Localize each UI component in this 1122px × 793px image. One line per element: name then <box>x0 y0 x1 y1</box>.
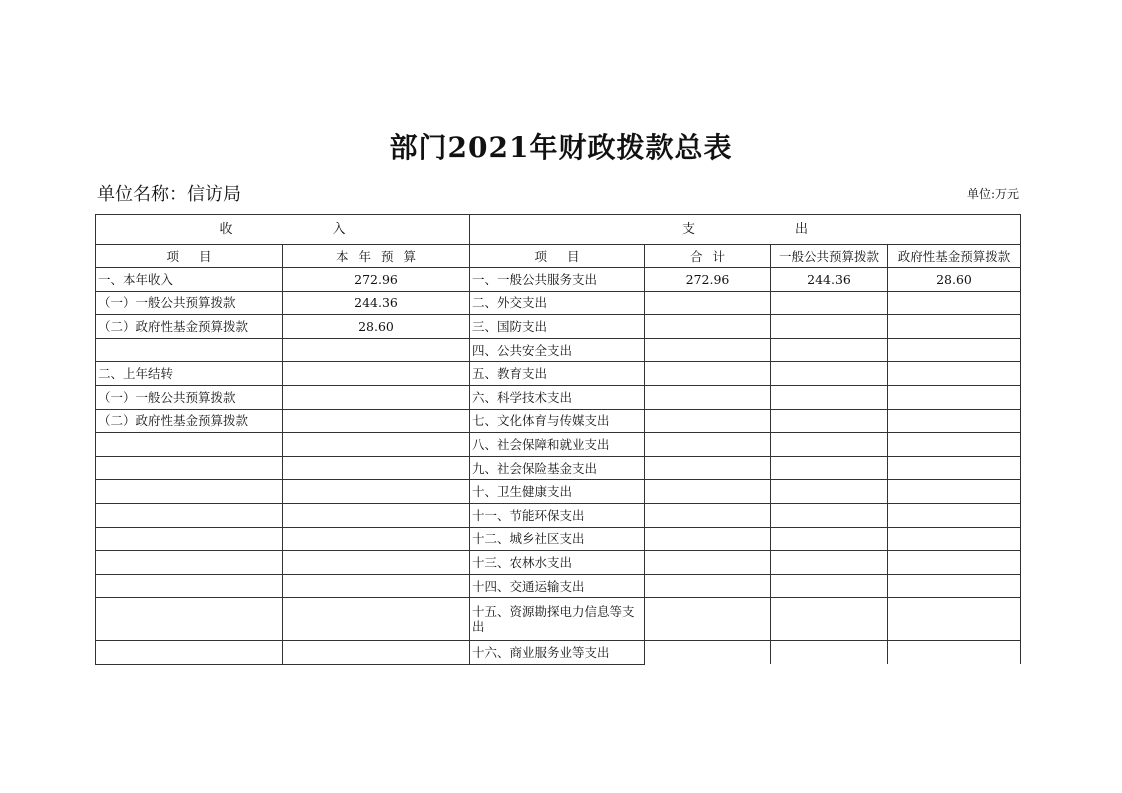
expense-fund-cell <box>888 433 1021 457</box>
expense-general-cell: 244.36 <box>771 268 888 292</box>
income-item-cell <box>96 456 283 480</box>
expense-fund-cell <box>888 641 1021 665</box>
expense-total-cell <box>645 385 771 409</box>
expense-item-cell: 十一、节能环保支出 <box>470 503 645 527</box>
income-amount-cell <box>283 551 470 575</box>
income-item-cell: （二）政府性基金预算拨款 <box>96 409 283 433</box>
income-amount-cell <box>283 598 470 641</box>
expense-item-cell: 十六、商业服务业等支出 <box>470 641 645 665</box>
expense-item-cell: 七、文化体育与传媒支出 <box>470 409 645 433</box>
income-amount-cell <box>283 385 470 409</box>
income-item-cell <box>96 598 283 641</box>
expense-fund-cell <box>888 527 1021 551</box>
header-row-sub <box>96 245 1021 268</box>
expense-total-cell <box>645 480 771 504</box>
table-row <box>96 551 1021 575</box>
expense-fund-cell <box>888 291 1021 315</box>
expense-fund-cell <box>888 315 1021 339</box>
current-budget-header: 本年预算 <box>283 245 470 268</box>
income-amount-cell <box>283 480 470 504</box>
expense-fund-cell <box>888 551 1021 575</box>
income-amount-cell <box>283 503 470 527</box>
expense-fund-cell <box>888 480 1021 504</box>
expense-item-cell: 十二、城乡社区支出 <box>470 527 645 551</box>
expense-total-cell <box>645 527 771 551</box>
table-row <box>96 315 1021 339</box>
expense-total-cell: 272.96 <box>645 268 771 292</box>
expense-item-cell: 一、一般公共服务支出 <box>470 268 645 292</box>
expense-item-cell: 十、卫生健康支出 <box>470 480 645 504</box>
expense-total-cell <box>645 456 771 480</box>
expense-item-cell: 二、外交支出 <box>470 291 645 315</box>
expense-total-cell <box>645 574 771 598</box>
income-amount-cell <box>283 433 470 457</box>
expense-fund-cell <box>888 503 1021 527</box>
expense-item-cell: 九、社会保险基金支出 <box>470 456 645 480</box>
page-title: 部门2021年财政拨款总表 <box>389 131 733 164</box>
expense-total-cell <box>645 551 771 575</box>
income-item-cell <box>96 527 283 551</box>
expense-total-cell <box>645 338 771 362</box>
header-row-main <box>96 215 1021 245</box>
table-row <box>96 503 1021 527</box>
income-amount-cell <box>283 456 470 480</box>
expense-item-header: 项目 <box>470 245 645 268</box>
expense-general-cell <box>771 338 888 362</box>
expense-item-cell: 三、国防支出 <box>470 315 645 339</box>
income-item-cell <box>96 338 283 362</box>
income-header: 收入 <box>96 215 470 245</box>
table-row <box>96 527 1021 551</box>
expense-general-cell <box>771 362 888 386</box>
expense-total-cell <box>645 291 771 315</box>
income-amount-cell: 244.36 <box>283 291 470 315</box>
table-row <box>96 574 1021 598</box>
table-row <box>96 268 1021 292</box>
expense-fund-cell <box>888 338 1021 362</box>
income-amount-cell <box>283 527 470 551</box>
table-row <box>96 409 1021 433</box>
expense-general-cell <box>771 385 888 409</box>
expense-fund-cell <box>888 598 1021 641</box>
expense-general-cell <box>771 291 888 315</box>
table-row <box>96 598 1021 641</box>
income-item-cell <box>96 641 283 665</box>
general-budget-header: 一般公共预算拨款 <box>771 245 888 268</box>
income-item-cell: （一）一般公共预算拨款 <box>96 291 283 315</box>
expense-total-cell <box>645 641 771 665</box>
income-amount-cell <box>283 409 470 433</box>
income-item-cell <box>96 480 283 504</box>
expense-total-cell <box>645 315 771 339</box>
expense-item-cell: 十四、交通运输支出 <box>470 574 645 598</box>
expense-total-cell <box>645 598 771 641</box>
expense-item-cell: 五、教育支出 <box>470 362 645 386</box>
expense-total-cell <box>645 362 771 386</box>
table-row <box>96 641 1021 665</box>
table-row <box>96 385 1021 409</box>
unit-name: 单位名称：信访局 <box>97 184 241 205</box>
expense-general-cell <box>771 574 888 598</box>
expense-total-cell <box>645 409 771 433</box>
table-row <box>96 433 1021 457</box>
income-amount-cell <box>283 574 470 598</box>
expense-item-cell: 四、公共安全支出 <box>470 338 645 362</box>
expense-general-cell <box>771 480 888 504</box>
income-item-cell: 一、本年收入 <box>96 268 283 292</box>
expense-general-cell <box>771 641 888 665</box>
income-amount-cell <box>283 338 470 362</box>
expense-fund-cell <box>888 385 1021 409</box>
expense-fund-cell <box>888 409 1021 433</box>
table-row <box>96 338 1021 362</box>
expense-general-cell <box>771 315 888 339</box>
expense-fund-cell <box>888 574 1021 598</box>
income-item-cell <box>96 433 283 457</box>
expense-fund-cell: 28.60 <box>888 268 1021 292</box>
budget-table <box>95 214 1021 665</box>
income-amount-cell <box>283 362 470 386</box>
fund-budget-header: 政府性基金预算拨款 <box>888 245 1021 268</box>
income-amount-cell <box>283 641 470 665</box>
expense-general-cell <box>771 598 888 641</box>
expense-total-cell <box>645 503 771 527</box>
expense-item-cell: 八、社会保障和就业支出 <box>470 433 645 457</box>
income-item-cell <box>96 551 283 575</box>
income-amount-cell: 272.96 <box>283 268 470 292</box>
expense-general-cell <box>771 456 888 480</box>
expense-total-cell <box>645 433 771 457</box>
income-amount-cell: 28.60 <box>283 315 470 339</box>
expense-fund-cell <box>888 456 1021 480</box>
income-item-cell: 二、上年结转 <box>96 362 283 386</box>
income-item-cell: （二）政府性基金预算拨款 <box>96 315 283 339</box>
income-item-cell <box>96 574 283 598</box>
expense-general-cell <box>771 527 888 551</box>
table-row <box>96 480 1021 504</box>
expense-item-cell: 十三、农林水支出 <box>470 551 645 575</box>
table-row <box>96 362 1021 386</box>
income-item-header: 项目 <box>96 245 283 268</box>
expense-header: 支出 <box>470 215 1021 245</box>
unit-measure: 单位:万元 <box>966 187 1019 201</box>
table-row <box>96 291 1021 315</box>
expense-general-cell <box>771 409 888 433</box>
total-header: 合计 <box>645 245 771 268</box>
expense-general-cell <box>771 433 888 457</box>
expense-item-cell: 十五、资源勘探电力信息等支出 <box>470 598 645 641</box>
expense-general-cell <box>771 503 888 527</box>
expense-general-cell <box>771 551 888 575</box>
income-item-cell <box>96 503 283 527</box>
expense-item-cell: 六、科学技术支出 <box>470 385 645 409</box>
table-row <box>96 456 1021 480</box>
income-item-cell: （一）一般公共预算拨款 <box>96 385 283 409</box>
expense-fund-cell <box>888 362 1021 386</box>
